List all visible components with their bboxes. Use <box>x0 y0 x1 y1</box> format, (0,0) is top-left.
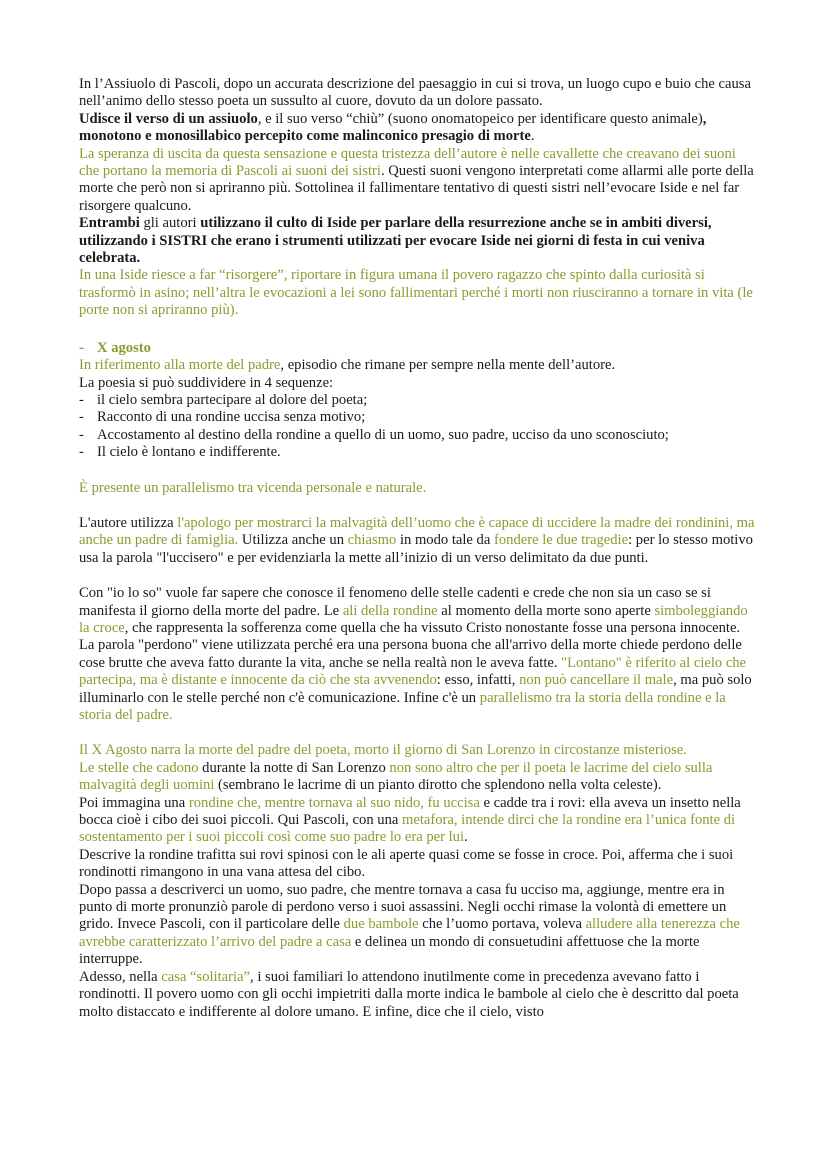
intro-paragraph-2 <box>79 111 756 146</box>
spacer <box>79 320 756 338</box>
rondine-text-1: Poi immagina una <box>79 794 189 811</box>
padre-text-3: e delinea un mondo di consuetudini affettuose che la morte interruppe. <box>79 933 700 968</box>
stelle-paragraph <box>79 760 756 795</box>
iolo-paragraph <box>79 585 756 724</box>
stelle-text-1: durante la notte di San Lorenzo <box>198 759 390 776</box>
reference-text: , episodio che rimane per sempre nella mente dell’autore. <box>280 357 616 374</box>
intro-highlight-cavallette: La speranza di uscita da questa sensazione e questa tristezza dell’autore è nelle cavallette che creavano dei suoni che portano la memoria di Pascoli ai suoni dei sistri <box>79 145 736 180</box>
spacer <box>79 497 756 515</box>
spacer <box>79 724 756 742</box>
adesso-paragraph <box>79 969 756 1021</box>
list-item: - Racconto di una rondine uccisa senza motivo; <box>79 409 756 426</box>
iolo-text-5: , ma può solo illuminarlo con le stelle perché non c'è comunicazione. Infine c'è un <box>79 672 752 706</box>
sequences-list <box>79 392 756 462</box>
narra-paragraph: Il X Agosto narra la morte del padre del poeta, morto il giorno di San Lorenzo in circostanze misteriose. <box>79 742 687 759</box>
adesso-text-1: Adesso, nella <box>79 968 162 985</box>
heading-dash: - <box>79 339 84 356</box>
rondine-text-2: e cadde tra i rovi: ella aveva un insetto nella bocca cioè i cibo dei suoi piccoli. Qui Pascoli, con una <box>79 794 741 829</box>
apologo-highlight-chiasmo: chiasmo <box>347 532 397 549</box>
apologo-highlight-1: l'apologo per mostrarci la malvagità dell’uomo che è capace di uccidere la madre dei rondinini, ma anche un padre di famiglia. <box>79 514 755 549</box>
iolo-highlight-ali: ali della rondine <box>342 602 438 619</box>
list-item: - il cielo sembra partecipare al dolore del poeta; <box>79 392 756 409</box>
intro-text-1: , e il suo verso “chiù” (suono onomatopeico per identificare questo animale) <box>257 110 703 127</box>
trafitta-paragraph: Descrive la rondine trafitta sui rovi spinosi con le ali aperte quasi come se fosse in croce. Poi, afferma che i suoi rondinotti rimangono in una vana attesa del cibo. <box>79 846 734 881</box>
padre-highlight-tenerezza: alludere alla tenerezza che avrebbe caratterizzato l’arrivo del padre a casa <box>79 916 740 950</box>
padre-paragraph <box>79 882 756 969</box>
padre-text-2: che l’uomo portava, voleva <box>418 916 586 933</box>
sequences-intro: La poesia si può suddividere in 4 sequenze: <box>79 374 334 391</box>
stelle-highlight-2: non sono altro che per il poeta le lacrime del cielo sulla malvagità degli uomini <box>79 759 713 794</box>
intro-paragraph-1: In l’Assiuolo di Pascoli, dopo un accurata descrizione del paesaggio in cui si trova, un luogo cupo e buio che causa nell’animo dello stesso poeta un sussulto al cuore, dovuto da un dolore passato. <box>79 76 751 110</box>
spacer <box>79 462 756 480</box>
apologo-text-1: L'autore utilizza <box>79 514 178 531</box>
apologo-text-3: in modo tale da <box>396 532 494 549</box>
section-reference <box>79 357 756 374</box>
intro-bold-2: , monotono e monosillabico percepito come malinconico presagio di morte <box>79 110 707 145</box>
apologo-text-4: : per lo stesso motivo usa la parola "l'uccisero" e per evidenziarla la mette all’inizio di un verso delimitato da due punti. <box>79 532 753 566</box>
intro-bold-1: Udisce il verso di un assiuolo <box>79 110 258 127</box>
section-title: X agosto <box>97 339 151 356</box>
spacer <box>79 567 756 585</box>
parallel-paragraph: È presente un parallelismo tra vicenda personale e naturale. <box>79 479 427 496</box>
iolo-highlight-lontano: "Lontano" è riferito al cielo che partecipa, ma è distante e innocente da ciò che sta avvenendo <box>79 654 747 689</box>
reference-highlight: In riferimento alla morte del padre <box>79 357 281 374</box>
stelle-text-2: (sembrano le lacrime di un pianto dirotto che splendono nella volta celeste). <box>214 777 662 794</box>
section-heading <box>79 340 756 357</box>
apologo-highlight-fondere: fondere le due tragedie <box>493 532 629 549</box>
apologo-paragraph <box>79 515 756 567</box>
intro-text-sistri: . Questi suoni vengono interpretati come allarmi alle porte della morte che però non si apriranno più. Sottolinea il fallimentare tentativo di questi sistri nell’evocare Iside e nel far risorgere qualcuno. <box>79 163 754 214</box>
intro-bold-iside: utilizzano il culto di Iside per parlare della resurrezione anche se in ambiti diversi, utilizzando i SISTRI che erano i strumenti utilizzati per evocare Iside nei giorni di festa in cui veniva celebrata. <box>79 215 712 267</box>
intro-bold-entrambi: Entrambi <box>79 215 140 232</box>
intro-text-autori: gli autori <box>139 215 201 232</box>
intro-paragraph-5: In una Iside riesce a far “risorgere”, riportare in figura umana il povero ragazzo che spinto dalla curiosità si trasformò in asino; nell’altra le evocazioni a lei sono fallimentari perché i morti non riusciranno a tornare in vita (le porte non si apriranno più). <box>79 267 753 319</box>
adesso-highlight-casa: casa “solitaria” <box>161 968 251 985</box>
rondine-paragraph <box>79 795 756 847</box>
iolo-text-2: al momento della morte sono aperte <box>437 602 655 619</box>
apologo-text-2: Utilizza anche un <box>238 532 348 549</box>
rondine-highlight-1: rondine che, mentre tornava al suo nido, fu uccisa <box>188 794 480 811</box>
intro-paragraph-4 <box>79 215 756 267</box>
padre-text-1: Dopo passa a descriverci un uomo, suo padre, che mentre tornava a casa fu ucciso ma, aggiunge, mentre era in punto di morte pronunziò parole di perdono verso i suoi assassini. Negli occhi rimase la volontà di emettere un grido. Invece Pascoli, con il particolare delle <box>79 881 727 933</box>
stelle-highlight-1: Le stelle che cadono <box>79 759 199 776</box>
rondine-highlight-metafora: metafora, intende dirci che la rondine era l’unica fonte di sostentamento per i suoi piccoli così come suo padre lo era per lui <box>79 812 736 846</box>
intro-text-2: . <box>530 128 535 145</box>
list-item: - Il cielo è lontano e indifferente. <box>79 444 756 461</box>
iolo-text-3: , che rappresenta la sofferenza come quella che ha vissuto Cristo nonostante fosse una persona innocente. La parola "perdono" viene utilizzata perché era una persona buona che all'arrivo della morte chiede perdono delle cose brutte che aveva fatto durante la vita, anche se nella realtà non le aveva fatte. <box>79 619 742 671</box>
intro-paragraph-3 <box>79 146 756 216</box>
rondine-text-3: . <box>464 829 468 846</box>
iolo-highlight-male: non può cancellare il male <box>519 672 674 689</box>
padre-highlight-bambole: due bambole <box>343 916 419 933</box>
iolo-text-4: : esso, infatti, <box>436 672 520 689</box>
list-item: - Accostamento al destino della rondine a quello di un uomo, suo padre, ucciso da uno sconosciuto; <box>79 427 756 444</box>
iolo-highlight-croce: simboleggiando la croce <box>79 602 748 636</box>
iolo-text-1: Con "io lo so" vuole far sapere che conosce il fenomeno delle stelle cadenti e crede che non sia un caso se si manifesta il giorno della morte del padre. Le <box>79 585 711 619</box>
iolo-highlight-parallelismo: parallelismo tra la storia della rondine e la storia del padre. <box>79 689 726 723</box>
adesso-text-2: , i suoi familiari lo attendono inutilmente come in precedenza avevano fatto i rondinotti. Il povero uomo con gli occhi impietriti dalla morte indica le bambole al cielo che è descritto dal poeta molto distaccato e indifferente al dolore umano. E infine, dice che il cielo, visto <box>79 968 739 1020</box>
